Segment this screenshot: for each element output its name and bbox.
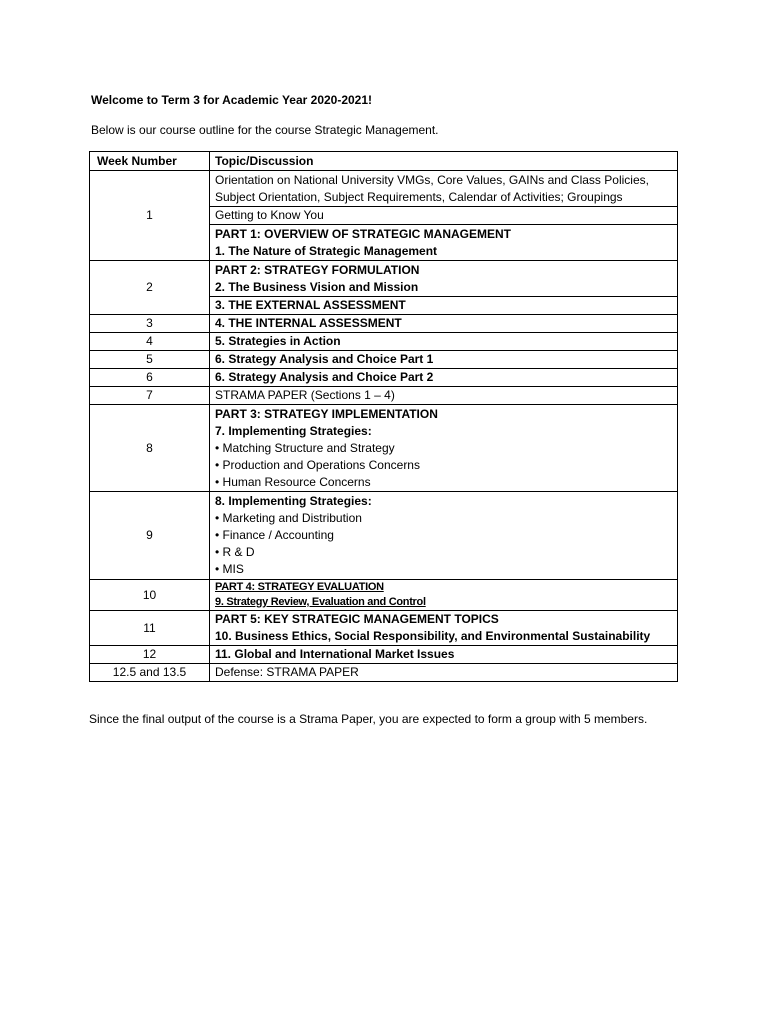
topic-line: 7. Implementing Strategies: (215, 423, 372, 438)
intro-text: Below is our course outline for the course Strategic Management. (91, 123, 439, 137)
topic-cell: Getting to Know You (210, 207, 678, 225)
table-row (90, 369, 678, 387)
table-row (90, 405, 678, 492)
closing-paragraph: Since the final output of the course is a Strama Paper, you are expected to form a group with 5 members. (89, 712, 648, 726)
table-row (90, 351, 678, 369)
topic-line: • R & D (215, 545, 255, 559)
table-row (90, 387, 678, 405)
table-row (90, 315, 678, 333)
table-row (90, 261, 678, 297)
topic-line: 9. Strategy Review, Evaluation and Control (215, 596, 426, 608)
topic-cell (210, 611, 678, 646)
topic-line: • Human Resource Concerns (215, 474, 371, 489)
week-cell: 12 (90, 646, 210, 664)
topic-line: PART 1: OVERVIEW OF STRATEGIC MANAGEMENT (215, 226, 512, 241)
topic-cell (210, 171, 678, 207)
topic-line: 2. The Business Vision and Mission (215, 279, 419, 294)
table-header-row (90, 152, 678, 171)
topic-line: 1. The Nature of Strategic Management (215, 243, 438, 258)
topic-cell: 11. Global and International Market Issues (210, 646, 678, 664)
topic-cell (210, 580, 678, 611)
topic-cell (210, 225, 678, 261)
week-cell: 8 (90, 405, 210, 492)
topic-cell: 3. THE EXTERNAL ASSESSMENT (210, 297, 678, 315)
table-row (90, 611, 678, 646)
header-week-number: Week Number (90, 152, 210, 171)
course-outline-table (89, 151, 678, 682)
week-cell: 7 (90, 387, 210, 405)
week-cell: 12.5 and 13.5 (90, 664, 210, 682)
topic-line: 10. Business Ethics, Social Responsibility, and Environmental Sustainability (215, 629, 651, 643)
topic-cell (210, 492, 678, 580)
table-row (90, 580, 678, 611)
table-row (90, 492, 678, 580)
topic-line: Orientation on National University VMGs, Core Values, GAINs and Class Policies, (215, 172, 649, 187)
topic-line: • Matching Structure and Strategy (215, 440, 395, 455)
week-cell: 10 (90, 580, 210, 611)
topic-cell: 5. Strategies in Action (210, 333, 678, 351)
topic-cell (210, 261, 678, 297)
week-cell: 9 (90, 492, 210, 580)
welcome-heading: Welcome to Term 3 for Academic Year 2020-2021! (91, 93, 373, 107)
topic-cell: 6. Strategy Analysis and Choice Part 2 (210, 369, 678, 387)
topic-line: PART 5: KEY STRATEGIC MANAGEMENT TOPICS (215, 612, 499, 626)
topic-cell (210, 405, 678, 492)
topic-line: • Production and Operations Concerns (215, 457, 420, 472)
week-cell: 4 (90, 333, 210, 351)
topic-line: PART 2: STRATEGY FORMULATION (215, 262, 420, 277)
topic-line: PART 4: STRATEGY EVALUATION (215, 581, 384, 593)
topic-cell: STRAMA PAPER (Sections 1 – 4) (210, 387, 678, 405)
week-cell: 3 (90, 315, 210, 333)
week-cell: 5 (90, 351, 210, 369)
topic-line: PART 3: STRATEGY IMPLEMENTATION (215, 406, 438, 421)
week-cell: 6 (90, 369, 210, 387)
topic-line: • MIS (215, 562, 244, 576)
topic-cell: 4. THE INTERNAL ASSESSMENT (210, 315, 678, 333)
table-row (90, 333, 678, 351)
topic-line: • Finance / Accounting (215, 528, 334, 542)
header-topic: Topic/Discussion (210, 152, 678, 171)
table-row (90, 171, 678, 207)
week-cell: 2 (90, 261, 210, 315)
table-row (90, 646, 678, 664)
topic-line: 8. Implementing Strategies: (215, 494, 372, 508)
topic-line: • Marketing and Distribution (215, 511, 362, 525)
topic-line: Subject Orientation, Subject Requirements, Calendar of Activities; Groupings (215, 189, 623, 204)
week-cell: 1 (90, 171, 210, 261)
table-row (90, 664, 678, 682)
topic-cell: Defense: STRAMA PAPER (210, 664, 678, 682)
topic-cell: 6. Strategy Analysis and Choice Part 1 (210, 351, 678, 369)
week-cell: 11 (90, 611, 210, 646)
